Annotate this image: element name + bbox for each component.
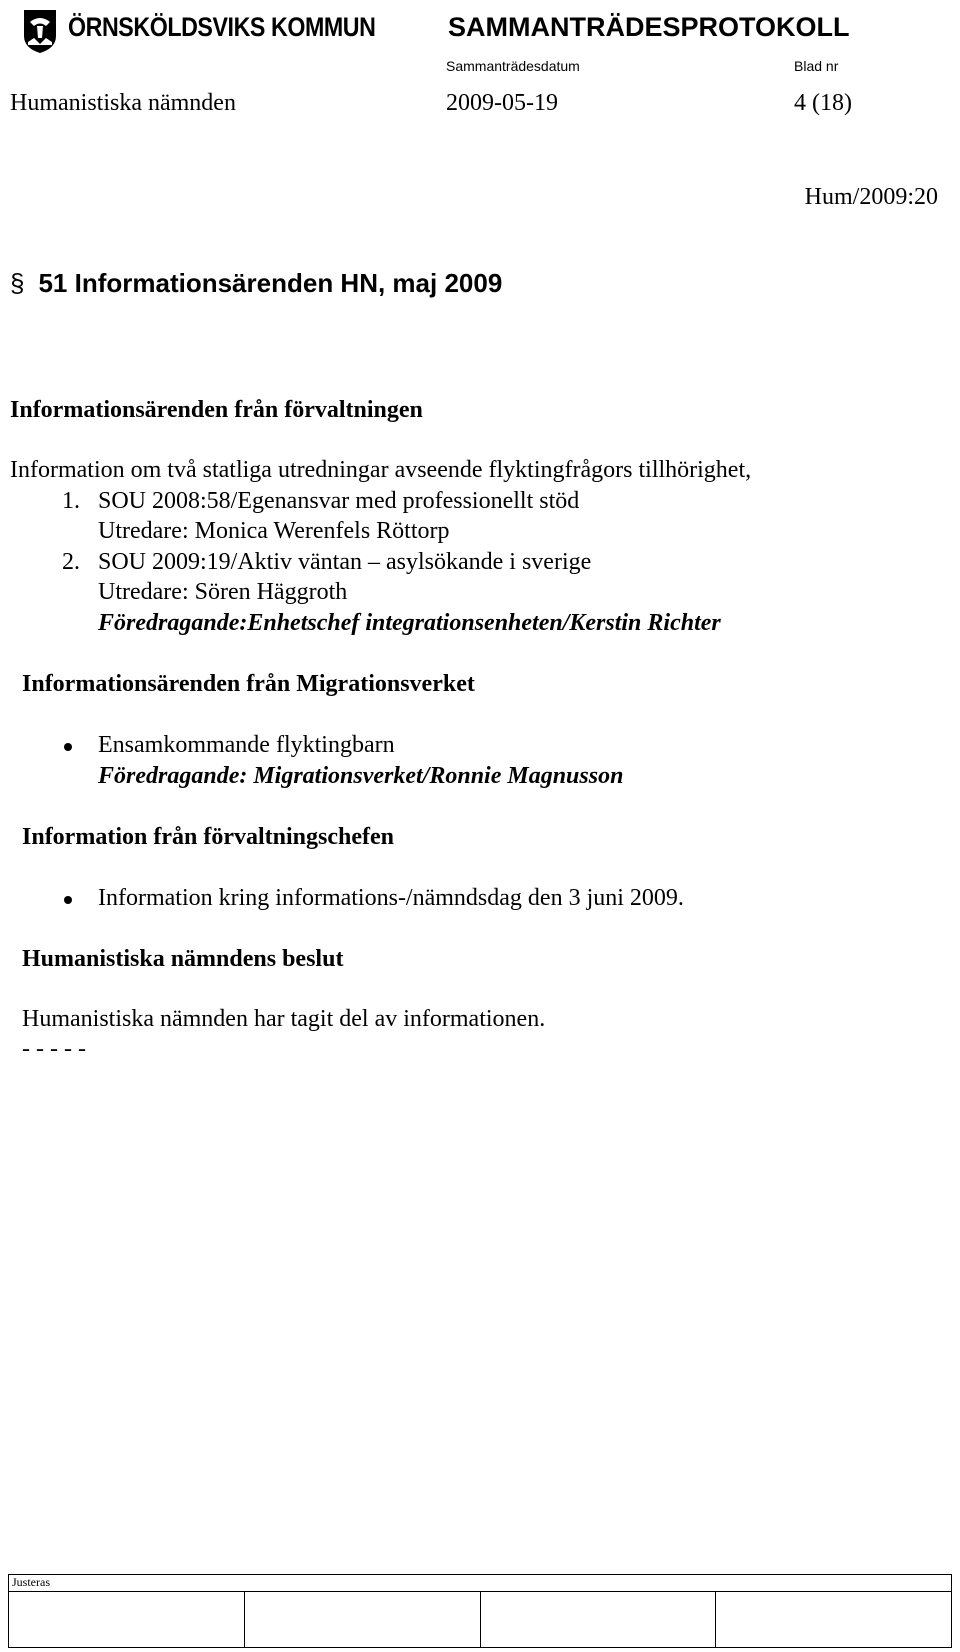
paragraf-title-text: 51 Informationsärenden HN, maj 2009	[38, 268, 503, 298]
list-number: 2.	[62, 549, 80, 575]
section-heading-forvaltningen: Informationsärenden från förvaltningen	[10, 397, 423, 423]
bullet-item: Ensamkommande flyktingbarn	[98, 732, 395, 758]
list-item-utredare: Utredare: Monica Werenfels Röttorp	[98, 518, 450, 544]
foredragande-migrationsverket: Föredragande: Migrationsverket/Ronnie Magnusson	[98, 763, 624, 789]
page-number: 4 (18)	[794, 90, 852, 116]
diarienummer: Hum/2009:20	[804, 184, 938, 210]
bullet-item: Information kring informations-/nämndsdag den 3 juni 2009.	[98, 885, 684, 911]
bullet-icon	[64, 743, 72, 751]
section-heading-forvaltningschefen: Information från förvaltningschefen	[22, 824, 394, 850]
list-item-title: SOU 2008:58/Egenansvar med professionellt stöd	[98, 488, 580, 514]
justeras-table	[8, 1574, 952, 1648]
signature-cell	[716, 1592, 952, 1648]
signature-cell	[9, 1592, 245, 1648]
section-heading-beslut: Humanistiska nämndens beslut	[22, 946, 344, 972]
paragraph-symbol: §	[10, 268, 25, 298]
list-item-title: SOU 2009:19/Aktiv väntan – asylsökande i sverige	[98, 549, 592, 575]
section-intro: Information om två statliga utredningar avseende flyktingfrågors tillhörighet,	[10, 457, 752, 483]
label-blad-nr: Blad nr	[794, 58, 839, 74]
beslut-text: Humanistiska nämnden har tagit del av informationen.	[22, 1006, 546, 1032]
signature-cell	[480, 1592, 716, 1648]
signature-cell	[244, 1592, 480, 1648]
namnd-name: Humanistiska nämnden	[10, 90, 236, 116]
justeras-label: Justeras	[9, 1575, 952, 1592]
list-item-utredare: Utredare: Sören Häggroth	[98, 579, 348, 605]
organisation-name: ÖRNSKÖLDSVIKS KOMMUN	[68, 12, 376, 42]
paragraf-title	[10, 268, 502, 299]
document-type: SAMMANTRÄDESPROTOKOLL	[448, 12, 850, 42]
label-sammantradesdatum: Sammanträdesdatum	[446, 58, 580, 74]
bullet-icon	[64, 896, 72, 904]
meeting-date: 2009-05-19	[446, 90, 558, 116]
kommun-logo-icon	[20, 8, 60, 54]
end-mark: - - - - -	[22, 1036, 86, 1062]
section-heading-migrationsverket: Informationsärenden från Migrationsverket	[22, 671, 475, 697]
list-number: 1.	[62, 488, 80, 514]
foredragande-forvaltningen: Föredragande:Enhetschef integrationsenheten/Kerstin Richter	[98, 610, 721, 636]
